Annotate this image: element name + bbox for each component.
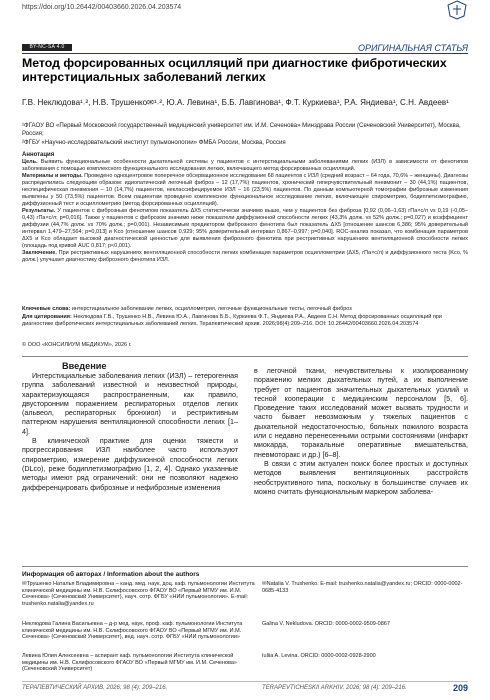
author-info-heading: Информация об авторах / Information about the authors [22,571,200,578]
paragraph: в легочной ткани, нечувствительны к изолированному поражению мелких дыхательных путей, а их выполнение требует от пациентов значительных дыхательных усилий и тесной кооперации с медицинским персоналом [5, 6]. Проведение таких исследований может вызвать трудности и часто бывает невозможным у тяжелых пациентов с дыхательной недостаточностью, больных пожилого возраста или с недавно перенесенными острыми состояниями (инфаркт миокарда, торакальные оперативные вмешательства, пневмоторакс и др.) [6–8]. [254,367,468,459]
citation [22,314,468,328]
author-info-en-2: Galina V. Nekludova. ORCID: 0000-0002-9509-0867 [262,621,390,627]
abstract-conclusion [22,250,468,263]
journal-crest-icon [446,0,468,20]
abstract-body [22,159,468,264]
abstract-heading: Аннотация [22,152,55,158]
page-number: 209 [452,683,468,693]
keywords-text: интерстициальное заболевание легких, осциллометрия, легочные функциональные тесты, легочный фиброз [70,306,352,312]
citation-label: Для цитирования: [22,314,72,320]
keywords-label: Ключевые слова: [22,306,71,312]
abstract-results-text: У пациентов с фиброзным фенотипом показатель ΔX5 статистически значимо выше, чем у пациентов без фиброза [0,92 (0,06–1,63) гПа×с/л vs 0,19 (-0,05–0,43) гПа×с/л; p=0,016]. Также у пациентов с фиброзом значимо ниже показатели диффузионной способности легких (43,3% долж. vs 52% долж.; p=0,027) и коэффициент диффузии (44,7% долж. vs 70% долж.; p=0,001). Независимым предиктором фиброзного фенотипа был показатель ΔX5 [отношение шансов 6,386; 95% доверительный интервал 1,479–27,564; p=0,013] и Kco [отношение шансов 0,929; 95% доверительный интервал 0,867–0,997; p=0,040]. ROC-анализ показал, что комбинация параметров ΔX5 и Kco обладает высокой диагностической ценностью для выявления фиброзного фенотипа при рестриктивных нарушениях вентиляционной способности легких (площадь под кривой AUC 0,817; p<0,001). [22,207,468,249]
authors: Г.В. Неклюдова¹˒², Н.В. Трушенко✉¹˒², Ю.А. Левина¹, Б.Б. Лавгинова¹, Ф.Т. Куркиева¹, Р.А. Яндиева¹, С.Н. Авдеев¹ [22,98,449,107]
abstract-aim-text: Выявить функциональные особенности дыхательной системы у пациентов с интерстициальными заболеваниями легких (ИЗЛ) в зависимости от фенотипов заболевания с помощью комплексного функционального исследования легких, включающего метод форсированных осцилляций. [22,159,468,172]
abstract-aim-label: Цель. [22,159,38,165]
affiliation-2: ²ФГБУ «Научно-исследовательский институт пульмонологии» ФМБА России, Москва, Россия [22,139,286,146]
header-divider [22,53,468,54]
footer-journal-ru: ТЕРАПЕВТИЧЕСКИЙ АРХИВ. 2026; 98 (4): 209–216. [22,685,168,691]
abstract-divider [22,356,468,357]
intro-heading: Введение [62,361,107,371]
paragraph: В связи с этим актуален поиск более простых и доступных методов выявления вентиляционных расстройств необструктивного типа, поскольку в большинстве случаев их можно считать функциональным маркером заболева- [254,459,468,496]
footer-journal-en: TERAPEVTICHESKII ARKHIV. 2026; 98 (4): 209–216. [262,685,407,691]
keywords [22,306,468,313]
author-info-en-3: Iuliia A. Levina. ORCID: 0000-0002-0928-2900 [262,653,376,659]
article-title: Метод форсированных осцилляций при диагностике фибротических интерстициальных заболеваний легких [22,56,447,84]
abstract-results [22,208,468,249]
body-column-left [22,372,238,493]
copyright: © ООО «КОНСИЛИУМ МЕДИКУМ», 2026 г. [22,342,132,348]
doi-link[interactable]: https://doi.org/10.26442/00403660.2026.04.203574 [22,4,182,11]
abstract-methods-text: Проведено одноцентровое поперечное обсервационное исследование 68 пациентов с ИЗЛ (средний возраст – 64 года, 70,6% – женщины). Диагнозы распределились следующим образом: идиопатический легочный фиброз – 12 (17,7%) пациентов, хронический гиперчувствительный пневмонит – 30 (44,1%) пациентов, неспецифическая пневмония – 10 (14,7%) пациентов, неклассифицируемое ИЗЛ – 16 (23,5%) пациентов. По данным компьютерной томографии фиброзные изменения выявлены у 50 (73,5%) пациентов. Всем пациентам проведено комплексное функциональное исследование легких, включающее спирометрию, бодиплетизмографию, диффузионный тест и осциллометрию (метод форсированных осцилляций). [22,172,468,207]
footer-divider [22,681,468,682]
abstract-methods [22,173,468,207]
paragraph: В клинической практике для оценки тяжести и прогрессирования ИЗЛ наиболее часто используют спирометрию, измерение диффузионной способности легких (DLco), реже бодиплетизмографию [1, 2, 4]. Однако указанные методы имеют ряд ограничений: они не позволяют надежно дифференцировать фиброзные и нефиброзные изменения [22,437,238,492]
affiliation-1: ¹ФГАОУ ВО «Первый Московский государственный медицинский университет им. И.М. Сеченова» Минздрава России (Сеченовский Университет), Москва, Россия; [22,122,461,137]
citation-text: Неклюдова Г.В., Трушенко Н.В., Левина Ю.А., Лавгинова Б.Б., Куркиева Ф.Т., Яндиева Р.А., Авдеев С.Н. Метод форсированных осцилляций при диагностике фибротических интерстициальных заболеваний легких. Терапевтический архив. 2026;98(4):209–216. DOI: 10.26442/00403660.2026.04.203574 [22,314,442,327]
abstract-results-label: Результаты. [22,207,56,214]
abstract-aim [22,159,468,172]
author-info-en-1: ✉Natalia V. Trushenko. E-mail: trushenko.natalia@yandex.ru; ORCID: 0000-0002-0685-4133 [262,581,463,594]
info-divider [22,566,468,567]
abstract-conclusion-label: Заключение. [22,249,57,256]
paragraph: Интерстициальные заболевания легких (ИЗЛ) – гетерогенная группа заболеваний известной и неизвестной природы, характеризующаяся распространенным, как правило, двусторонним поражением респираторных отделов легких (альвеол, респираторных бронхиол) и рестриктивным паттерном нарушения вентиляционной способности легких [1–4]. [22,372,238,436]
author-info-ru-1: ✉Трушенко Наталья Владимировна – канд. мед. наук, доц. каф. пульмонологии Института клинической медицины им. Н.В. Склифосовского ФГАОУ ВО «Первый МГМУ им. И.М. Сеченова» (Сеченовский Университет), науч. сотр. ФГБУ «НИИ пульмонологии». E-mail: trushenko.natalia@yandex.ru [22,581,255,607]
license-badge: BY-NC-SA 4.0 [22,44,72,51]
author-info-ru-3: Левина Юлия Алексеевна – аспирант каф. пульмонологии Института клинической медицины им. Н.В. Склифосовского ФГАОУ ВО «Первый МГМУ им. И.М. Сеченова» (Сеченовский Университет) [22,653,237,672]
abstract-methods-label: Материалы и методы. [22,172,83,179]
author-info-ru-2: Неклюдова Галина Васильевна – д-р мед. наук, проф. каф. пульмонологии Института клинической медицины им. Н.В. Склифосовского ФГАОУ ВО «Первый МГМУ им. И.М. Сеченова» (Сеченовский Университет), вед. науч. сотр. ФГБУ «НИИ пульмонологии» [22,621,243,640]
body-column-right [254,367,468,497]
article-type: ОРИГИНАЛЬНАЯ СТАТЬЯ [357,43,468,53]
abstract-conclusion-text: При рестриктивных нарушениях вентиляционной способности легких комбинация параметров осциллометрии (ΔX5, гПа×с/л) и диффузионного теста (Kco, % долж.) улучшает диагностику фиброзного фенотипа ИЗЛ. [22,249,468,263]
